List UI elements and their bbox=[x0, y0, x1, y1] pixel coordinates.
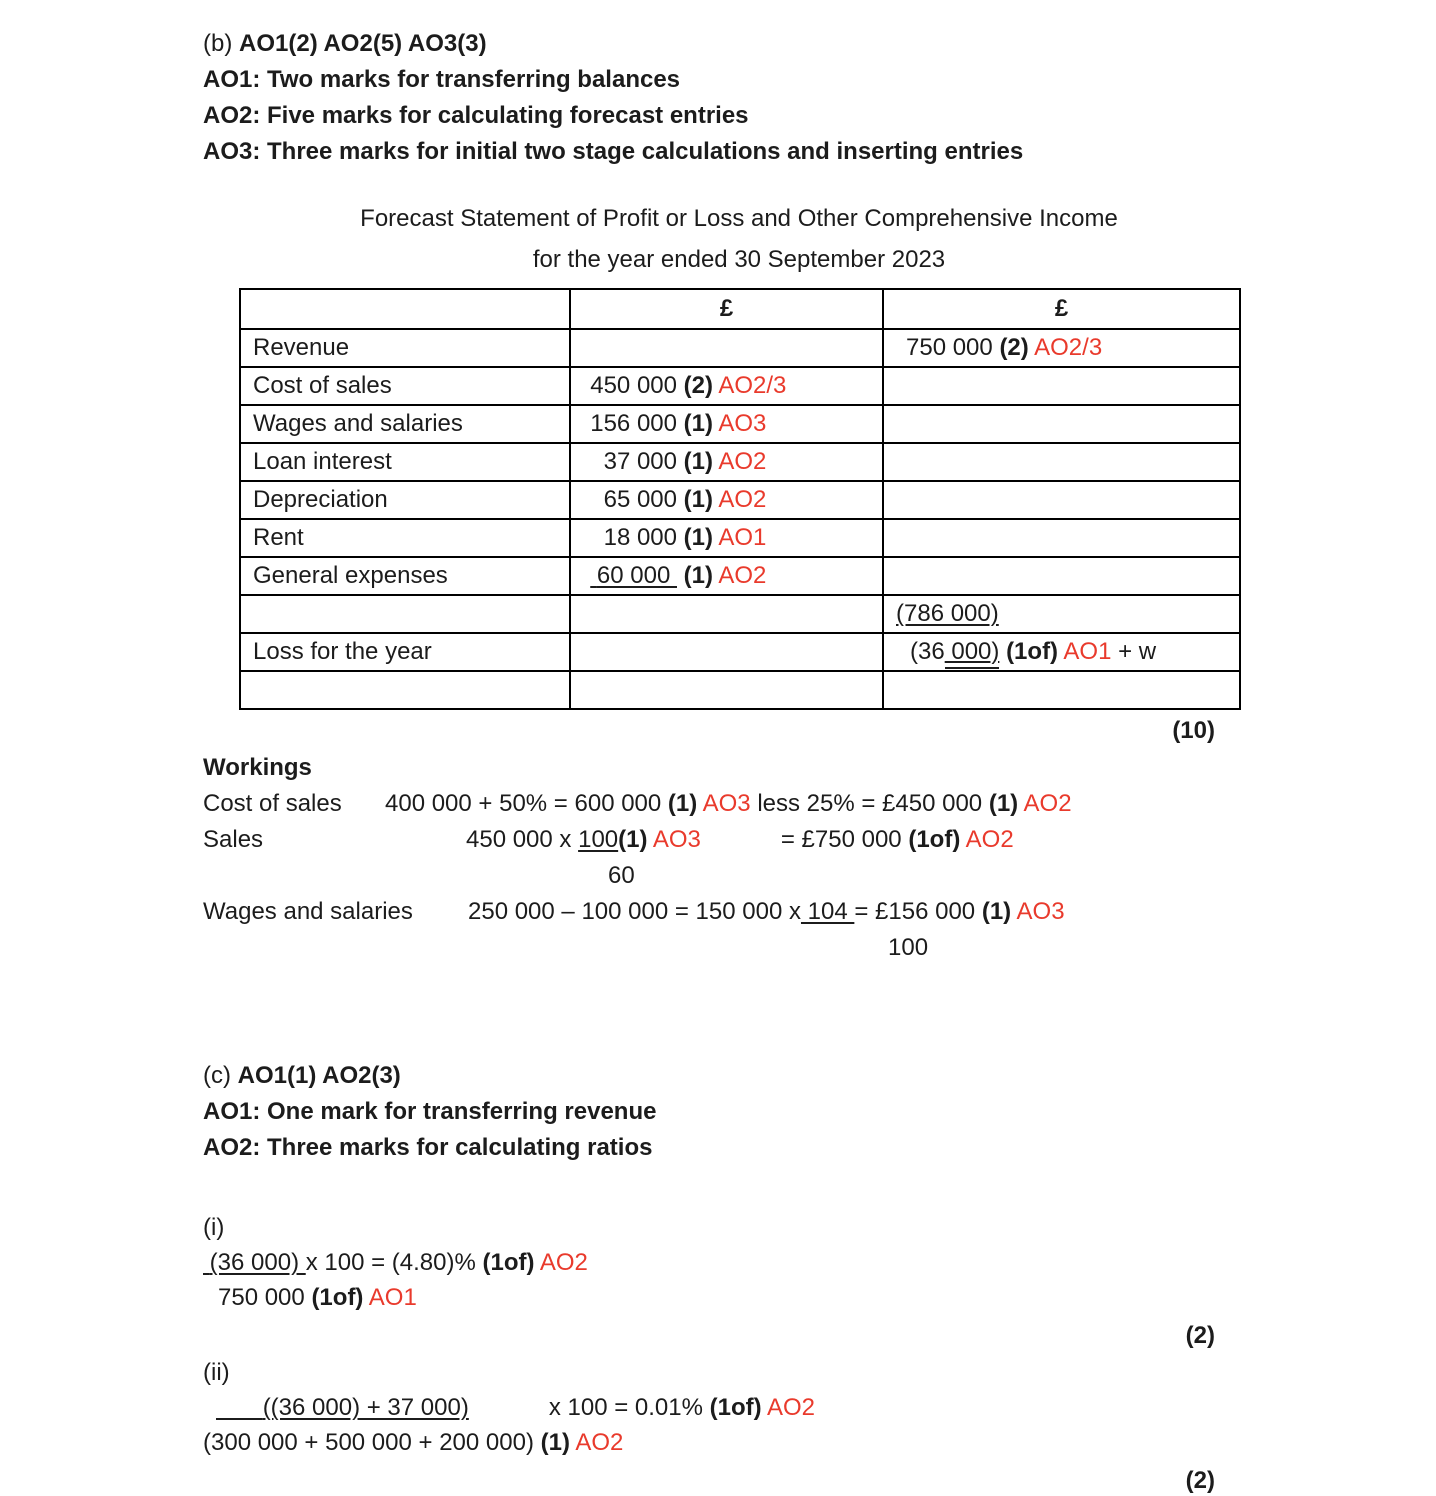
ao-tag: AO3 bbox=[718, 410, 767, 437]
mark-annotation: (1) bbox=[981, 898, 1012, 925]
fraction-numerator: ((36 000) + 37 000) bbox=[216, 1394, 469, 1421]
cell-value: 156 000 bbox=[590, 410, 677, 437]
ao-tag: AO1 bbox=[718, 524, 767, 551]
forecast-statement-table bbox=[239, 288, 1241, 710]
cell-value: 450 000 bbox=[590, 372, 677, 399]
table-row-rent bbox=[240, 519, 1240, 557]
table-row-total-expenses bbox=[240, 595, 1240, 633]
mark-annotation: (1) bbox=[683, 410, 714, 437]
row-label: Wages and salaries bbox=[240, 405, 570, 443]
ao-tag: AO2 bbox=[539, 1249, 588, 1276]
fraction-numerator: (36 000) bbox=[203, 1249, 306, 1276]
part-ii-formula bbox=[203, 1390, 1436, 1425]
working-wages-denominator-line bbox=[203, 930, 1436, 966]
fraction-denominator: (300 000 + 500 000 + 200 000) bbox=[203, 1429, 534, 1456]
statement-title-line1: Forecast Statement of Profit or Loss and Other Comprehensive Income bbox=[360, 205, 1118, 232]
mark-annotation: (1) bbox=[683, 448, 714, 475]
working-formula: less 25% = £450 000 bbox=[757, 790, 983, 817]
formula-expression: x 100 = (4.80)% bbox=[305, 1249, 476, 1276]
ao-tag: AO2 bbox=[1023, 790, 1072, 817]
section-c-ao-summary: AO1(1) AO2(3) bbox=[237, 1062, 401, 1089]
mark-annotation: (1) bbox=[683, 486, 714, 513]
working-result: = £750 000 bbox=[780, 826, 902, 853]
row-label: Revenue bbox=[240, 329, 570, 367]
section-b-ao2-line: AO2: Five marks for calculating forecast entries bbox=[203, 102, 749, 129]
statement-title bbox=[239, 198, 1239, 280]
table-row-loan-interest bbox=[240, 443, 1240, 481]
fraction-denominator: 60 bbox=[608, 862, 635, 889]
working-wages bbox=[203, 894, 1436, 930]
fraction-numerator: 100 bbox=[578, 826, 619, 853]
mark-annotation: (1of) bbox=[311, 1284, 364, 1311]
section-c-ao1-line: AO1: One mark for transferring revenue bbox=[203, 1098, 657, 1125]
table-row-loss-for-year bbox=[240, 633, 1240, 671]
part-i bbox=[203, 1210, 1436, 1351]
mark-annotation: (1of) bbox=[482, 1249, 535, 1276]
working-label: Sales bbox=[203, 826, 264, 853]
cell-value-underlined: (786 000) bbox=[896, 600, 999, 627]
section-b-prefix: (b) bbox=[203, 30, 233, 57]
ao-tag: AO1 bbox=[1063, 638, 1112, 665]
section-b-heading bbox=[203, 26, 1436, 62]
mark-annotation: (1) bbox=[667, 790, 698, 817]
ao-tag: AO3 bbox=[702, 790, 751, 817]
table-row-depreciation bbox=[240, 481, 1240, 519]
mark-annotation: (2) bbox=[683, 372, 714, 399]
working-formula: 250 000 – 100 000 = 150 000 x bbox=[468, 898, 801, 925]
part-i-denominator-line bbox=[203, 1280, 1436, 1315]
part-i-marks: (2) bbox=[1185, 1322, 1215, 1349]
section-b-ao3-line: AO3: Three marks for initial two stage calculations and inserting entries bbox=[203, 138, 1024, 165]
section-b-ao-summary: AO1(2) AO2(5) AO3(3) bbox=[239, 30, 487, 57]
statement-title-line2: for the year ended 30 September 2023 bbox=[532, 246, 946, 273]
working-formula: 450 000 x bbox=[466, 826, 579, 853]
row-label: Cost of sales bbox=[240, 367, 570, 405]
mark-annotation: (1) bbox=[618, 826, 648, 853]
ao-tag: AO2/3 bbox=[1034, 334, 1103, 361]
working-cost-of-sales bbox=[203, 786, 1436, 822]
workings-section bbox=[203, 750, 1436, 966]
ao-tag: AO2 bbox=[718, 486, 767, 513]
ao-tag: AO2/3 bbox=[718, 372, 787, 399]
row-label bbox=[240, 671, 570, 709]
mark-annotation: (1of) bbox=[1006, 638, 1059, 665]
mark-annotation: (1) bbox=[988, 790, 1019, 817]
mark-annotation: (1of) bbox=[908, 826, 961, 853]
mark-annotation: (1of) bbox=[709, 1394, 762, 1421]
part-ii bbox=[203, 1355, 1436, 1496]
mark-annotation: (1) bbox=[683, 562, 714, 589]
working-label: Wages and salaries bbox=[203, 898, 413, 925]
fraction-numerator: 104 bbox=[800, 898, 855, 925]
mark-annotation: (2) bbox=[999, 334, 1029, 361]
row-label: Loan interest bbox=[240, 443, 570, 481]
row-label: Loss for the year bbox=[240, 633, 570, 671]
working-sales-denominator-line bbox=[203, 858, 1436, 894]
part-ii-label: (ii) bbox=[203, 1359, 230, 1386]
table-row-wages bbox=[240, 405, 1240, 443]
section-b-marks-total: (10) bbox=[1172, 717, 1215, 744]
ao-tag: AO2 bbox=[575, 1429, 624, 1456]
table-row-empty bbox=[240, 671, 1240, 709]
cell-suffix: + w bbox=[1118, 638, 1157, 665]
cell-value: 37 000 bbox=[603, 448, 677, 475]
working-label: Cost of sales bbox=[203, 790, 342, 817]
cell-value: (36 bbox=[910, 638, 945, 665]
ao-tag: AO2 bbox=[766, 1394, 815, 1421]
section-b-ao1-line: AO1: Two marks for transferring balances bbox=[203, 66, 681, 93]
header-pound-col3: £ bbox=[883, 289, 1240, 329]
working-result: = £156 000 bbox=[854, 898, 976, 925]
ao-tag: AO3 bbox=[652, 826, 701, 853]
header-empty-cell bbox=[240, 289, 570, 329]
section-c bbox=[203, 1058, 1436, 1496]
row-label: General expenses bbox=[240, 557, 570, 595]
workings-heading: Workings bbox=[203, 754, 312, 781]
mark-annotation: (1) bbox=[540, 1429, 570, 1456]
part-i-formula bbox=[203, 1245, 1436, 1280]
cell-value-underlined: 000) bbox=[945, 638, 1000, 669]
working-formula: 400 000 + 50% = 600 000 bbox=[385, 790, 662, 817]
table-header-row bbox=[240, 289, 1240, 329]
table-row-general-expenses bbox=[240, 557, 1240, 595]
working-sales bbox=[203, 822, 1436, 858]
ao-tag: AO1 bbox=[368, 1284, 417, 1311]
fraction-denominator: 100 bbox=[888, 934, 929, 961]
section-c-ao2-line: AO2: Three marks for calculating ratios bbox=[203, 1134, 653, 1161]
ao-tag: AO2 bbox=[718, 448, 767, 475]
table-row-cost-of-sales bbox=[240, 367, 1240, 405]
cell-value-underlined: 60 000 bbox=[590, 562, 677, 589]
row-label: Depreciation bbox=[240, 481, 570, 519]
ao-tag: AO2 bbox=[965, 826, 1014, 853]
part-i-label: (i) bbox=[203, 1214, 225, 1241]
ao-tag: AO2 bbox=[718, 562, 767, 589]
fraction-denominator: 750 000 bbox=[218, 1284, 305, 1311]
ao-tag: AO3 bbox=[1016, 898, 1065, 925]
header-pound-col2: £ bbox=[570, 289, 883, 329]
row-label: Rent bbox=[240, 519, 570, 557]
formula-expression: x 100 = 0.01% bbox=[548, 1394, 703, 1421]
table-row-revenue bbox=[240, 329, 1240, 367]
part-ii-denominator-line bbox=[203, 1425, 1436, 1460]
section-c-heading bbox=[203, 1058, 1436, 1094]
cell-value: 18 000 bbox=[603, 524, 677, 551]
mark-annotation: (1) bbox=[683, 524, 714, 551]
cell-value: 750 000 bbox=[906, 334, 993, 361]
section-c-prefix: (c) bbox=[203, 1062, 231, 1089]
cell-value: 65 000 bbox=[603, 486, 677, 513]
part-ii-marks: (2) bbox=[1185, 1467, 1215, 1494]
row-label bbox=[240, 595, 570, 633]
